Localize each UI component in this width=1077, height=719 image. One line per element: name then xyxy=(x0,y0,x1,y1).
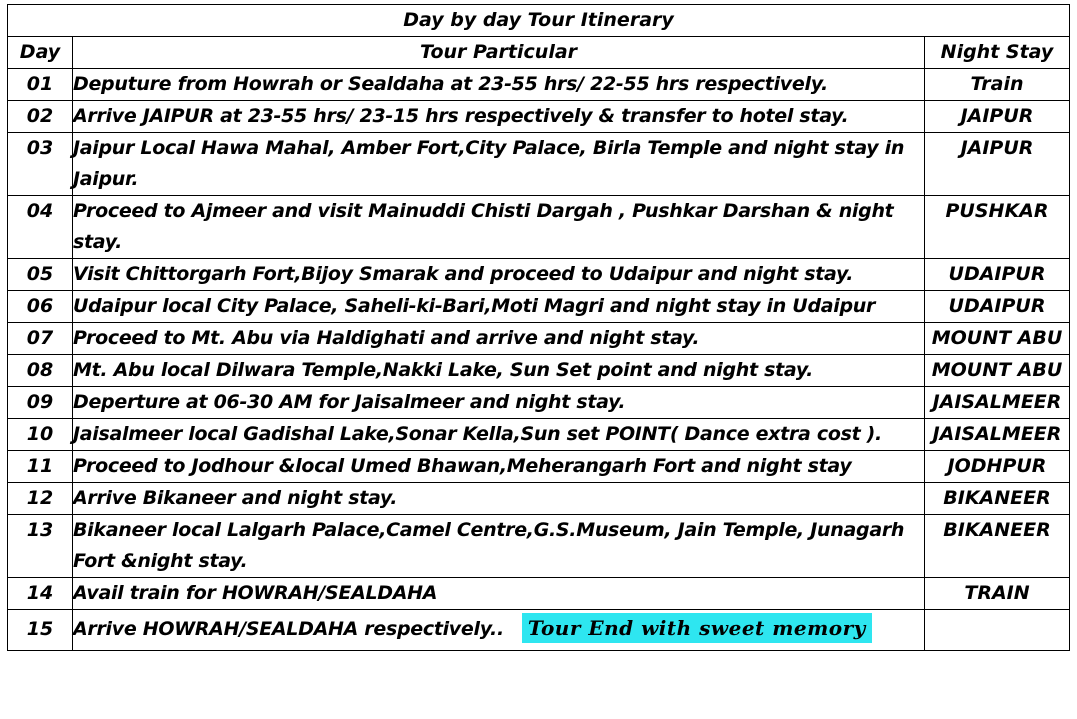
table-row xyxy=(8,515,1070,578)
tour-particular xyxy=(73,515,925,578)
table-row xyxy=(8,259,1070,291)
tour-particular-text: Proceed to Mt. Abu via Haldighati and arrive and night stay. xyxy=(73,327,700,349)
tour-particular xyxy=(73,323,925,355)
table-row xyxy=(8,323,1070,355)
night-stay: JAISALMEER xyxy=(925,387,1070,419)
night-stay: Train xyxy=(925,69,1070,101)
night-stay: JAIPUR xyxy=(925,133,1070,196)
tour-particular xyxy=(73,419,925,451)
day-number: 14 xyxy=(8,578,73,610)
table-row xyxy=(8,355,1070,387)
tour-particular-text: Arrive Bikaneer and night stay. xyxy=(73,487,398,509)
tour-particular xyxy=(73,101,925,133)
table-row xyxy=(8,578,1070,610)
night-stay: MOUNT ABU xyxy=(925,355,1070,387)
night-stay: UDAIPUR xyxy=(925,291,1070,323)
night-stay: TRAIN xyxy=(925,578,1070,610)
day-number: 06 xyxy=(8,291,73,323)
day-number: 11 xyxy=(8,451,73,483)
night-stay: BIKANEER xyxy=(925,483,1070,515)
tour-particular-text: Mt. Abu local Dilwara Temple,Nakki Lake, Sun Set point and night stay. xyxy=(73,359,814,381)
day-number: 01 xyxy=(8,69,73,101)
table-row xyxy=(8,610,1070,651)
night-stay: JAIPUR xyxy=(925,101,1070,133)
table-row xyxy=(8,196,1070,259)
night-stay: MOUNT ABU xyxy=(925,323,1070,355)
tour-particular xyxy=(73,451,925,483)
night-stay xyxy=(925,610,1070,651)
night-stay: JAISALMEER xyxy=(925,419,1070,451)
day-number: 03 xyxy=(8,133,73,196)
column-header-night-stay: Night Stay xyxy=(925,37,1070,69)
column-header-tour-particular: Tour Particular xyxy=(73,37,925,69)
night-stay: PUSHKAR xyxy=(925,196,1070,259)
day-number: 09 xyxy=(8,387,73,419)
tour-particular xyxy=(73,291,925,323)
table-row xyxy=(8,291,1070,323)
tour-particular-text: Arrive JAIPUR at 23-55 hrs/ 23-15 hrs respectively & transfer to hotel stay. xyxy=(73,105,849,127)
tour-end-note: Tour End with sweet memory xyxy=(522,613,872,643)
table-row xyxy=(8,101,1070,133)
tour-particular xyxy=(73,133,925,196)
table-row xyxy=(8,387,1070,419)
tour-particular xyxy=(73,387,925,419)
table-row xyxy=(8,133,1070,196)
tour-particular xyxy=(73,355,925,387)
day-number: 10 xyxy=(8,419,73,451)
tour-particular xyxy=(73,610,925,651)
tour-particular-text: Bikaneer local Lalgarh Palace,Camel Centre,G.S.Museum, Jain Temple, Junagarh Fort &night stay. xyxy=(73,519,905,572)
night-stay: JODHPUR xyxy=(925,451,1070,483)
column-header-day: Day xyxy=(8,37,73,69)
itinerary-table xyxy=(7,4,1070,651)
tour-particular-text: Proceed to Ajmeer and visit Mainuddi Chisti Dargah , Pushkar Darshan & night stay. xyxy=(73,200,894,253)
tour-particular-text: Visit Chittorgarh Fort,Bijoy Smarak and proceed to Udaipur and night stay. xyxy=(73,263,854,285)
tour-particular-text: Proceed to Jodhour &local Umed Bhawan,Meherangarh Fort and night stay xyxy=(73,455,852,477)
table-row xyxy=(8,451,1070,483)
day-number: 15 xyxy=(8,610,73,651)
tour-particular-text: Deputure from Howrah or Sealdaha at 23-55 hrs/ 22-55 hrs respectively. xyxy=(73,73,828,95)
tour-particular xyxy=(73,259,925,291)
tour-particular-text: Jaipur Local Hawa Mahal, Amber Fort,City Palace, Birla Temple and night stay in Jaipur. xyxy=(73,137,905,190)
day-number: 12 xyxy=(8,483,73,515)
night-stay: UDAIPUR xyxy=(925,259,1070,291)
table-row xyxy=(8,419,1070,451)
day-number: 07 xyxy=(8,323,73,355)
day-number: 08 xyxy=(8,355,73,387)
tour-particular xyxy=(73,578,925,610)
tour-particular xyxy=(73,69,925,101)
table-title: Day by day Tour Itinerary xyxy=(8,5,1070,37)
tour-particular-text: Deperture at 06-30 AM for Jaisalmeer and night stay. xyxy=(73,391,626,413)
day-number: 05 xyxy=(8,259,73,291)
tour-particular-text: Jaisalmeer local Gadishal Lake,Sonar Kella,Sun set POINT( Dance extra cost ). xyxy=(73,423,882,445)
day-number: 04 xyxy=(8,196,73,259)
day-number: 13 xyxy=(8,515,73,578)
table-row xyxy=(8,483,1070,515)
day-number: 02 xyxy=(8,101,73,133)
night-stay: BIKANEER xyxy=(925,515,1070,578)
tour-particular-text: Avail train for HOWRAH/SEALDAHA xyxy=(73,582,438,604)
tour-particular-text: Arrive HOWRAH/SEALDAHA respectively.. xyxy=(73,618,504,640)
tour-particular xyxy=(73,196,925,259)
tour-particular-text: Udaipur local City Palace, Saheli-ki-Bari,Moti Magri and night stay in Udaipur xyxy=(73,295,876,317)
tour-particular xyxy=(73,483,925,515)
table-row xyxy=(8,69,1070,101)
